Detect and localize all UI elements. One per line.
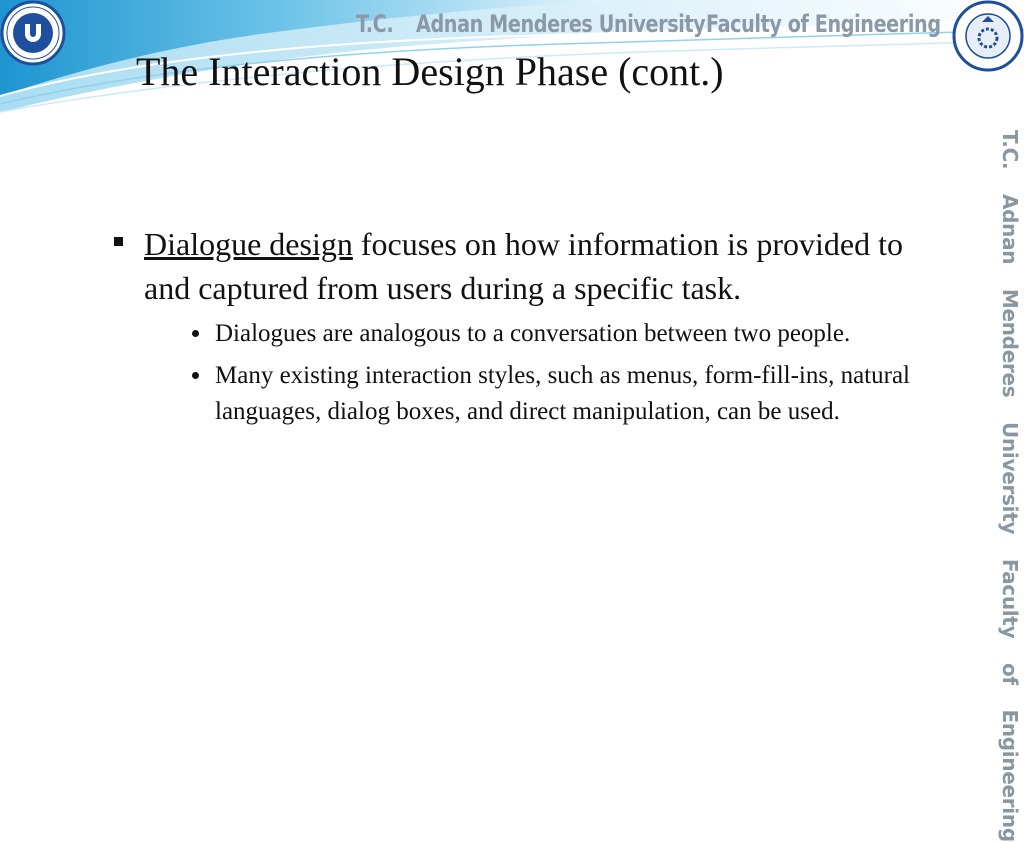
round-bullet-icon [192, 330, 199, 337]
slide-title: The Interaction Design Phase (cont.) [136, 49, 724, 94]
engineering-faculty-logo [952, 0, 1024, 72]
header-banner-faculty: Faculty of Engineering [706, 10, 941, 38]
university-logo [0, 0, 66, 66]
university-seal-icon [0, 0, 66, 66]
main-bullet [114, 222, 954, 310]
main-bullet-text: focuses on how information is provided to and captured from users during a specific task. [144, 226, 903, 306]
sub-bullet-item [188, 358, 954, 430]
header-banner-university: Adnan Menderes University [416, 10, 706, 38]
slide-content [114, 222, 954, 436]
engineering-faculty-seal-icon [952, 0, 1024, 72]
sub-bullet-text: Dialogues are analogous to a conversation between two people. [215, 320, 851, 347]
sub-bullet-item [188, 316, 954, 352]
round-bullet-icon [192, 372, 199, 379]
sub-bullet-list [188, 316, 954, 430]
header-banner-tc: T.C. [356, 10, 394, 38]
dialogue-design-term: Dialogue design [144, 226, 353, 262]
side-banner: T.C. Adnan Menderes University Faculty of Engineering [998, 130, 1022, 842]
square-bullet-icon [114, 237, 123, 246]
sub-bullet-text: Many existing interaction styles, such as menus, form-fill-ins, natural languages, dialog boxes, and direct manipulation, can be used. [215, 362, 910, 425]
